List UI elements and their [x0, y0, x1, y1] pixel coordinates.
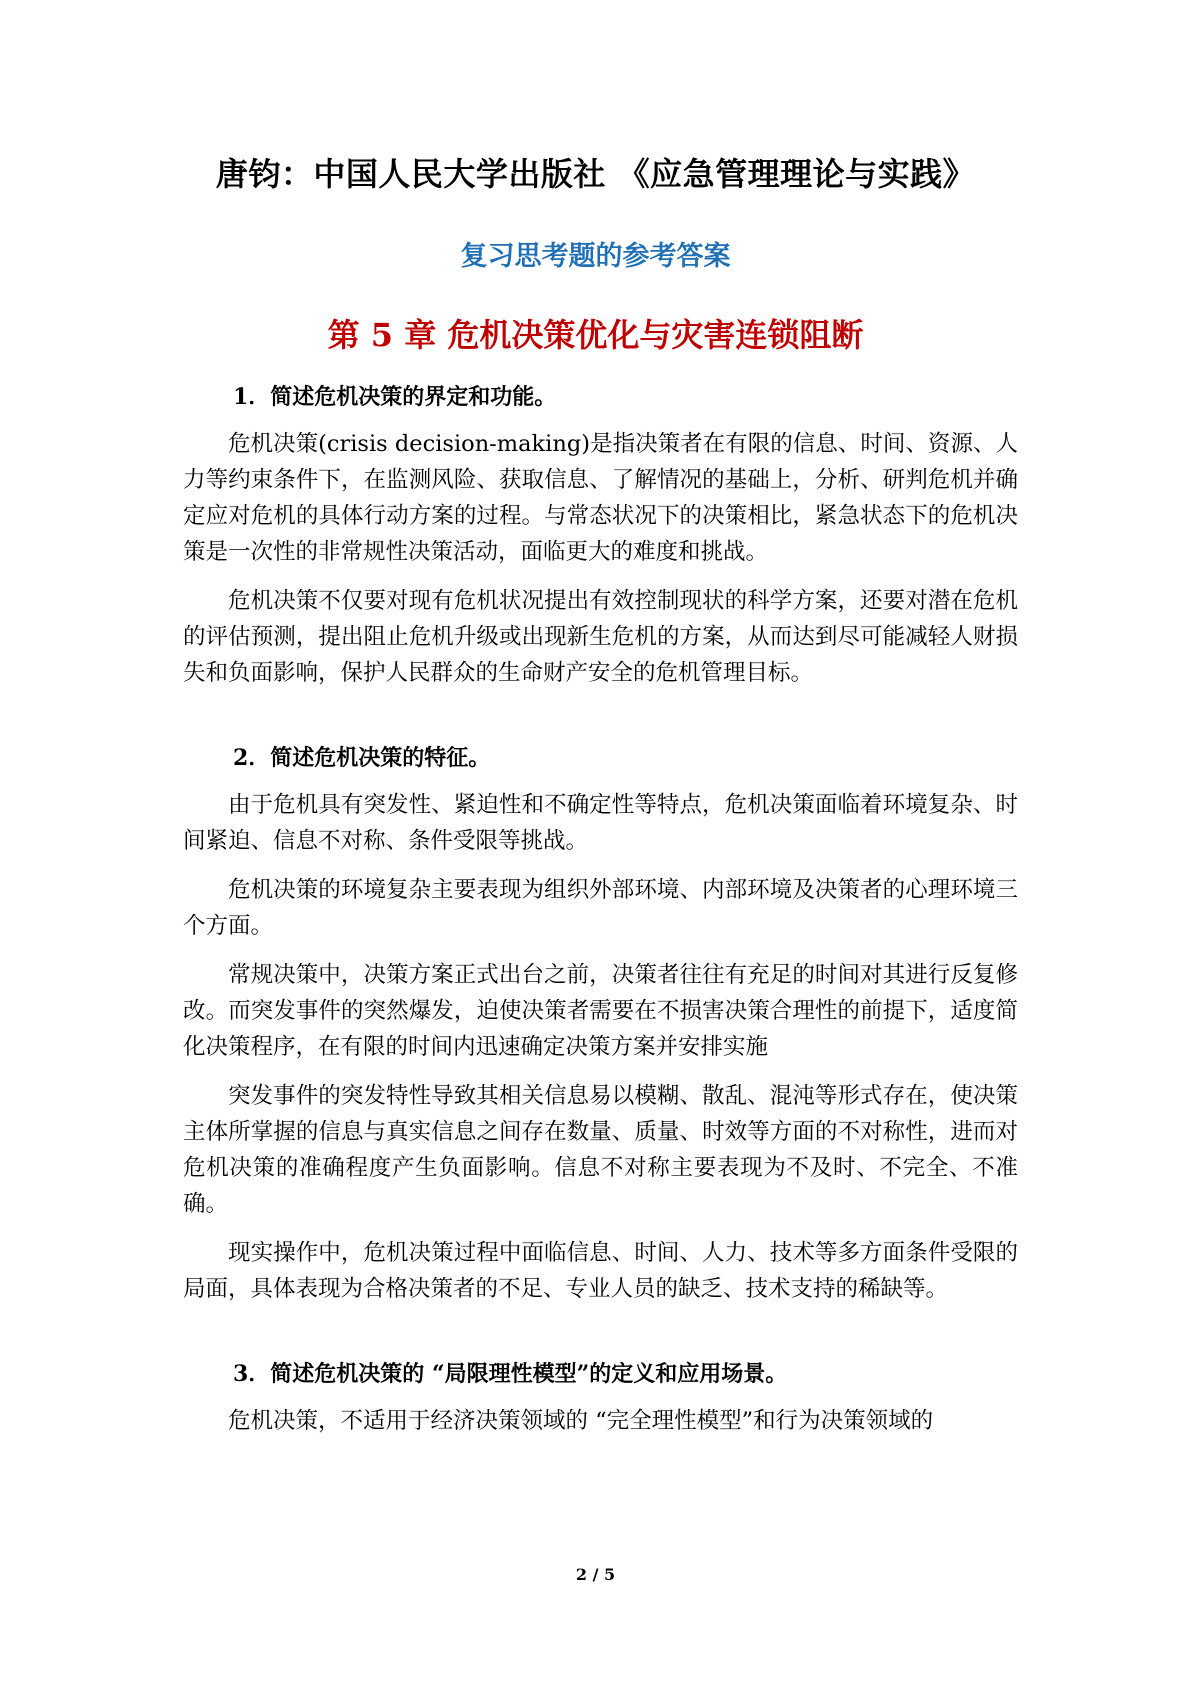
- document-body: [183, 380, 1018, 1452]
- answer-paragraph: 危机决策不仅要对现有危机状况提出有效控制现状的科学方案，还要对潜在危机的评估预测，提出阻止危机升级或出现新生危机的方案，从而达到尽可能减轻人财损失和负面影响，保护人民群众的生命财产安全的危机管理目标。: [183, 588, 1018, 686]
- answer-paragraph: 危机决策的环境复杂主要表现为组织外部环境、内部环境及决策者的心理环境三个方面。: [183, 877, 1018, 939]
- chapter-heading: 第 5 章 危机决策优化与灾害连锁阻断: [327, 316, 864, 354]
- question-section-2: [183, 741, 1018, 1307]
- question-heading: 2．简述危机决策的特征。: [233, 745, 491, 771]
- answer-paragraph: 由于危机具有突发性、紧迫性和不确定性等特点，危机决策面临着环境复杂、时间紧迫、信息不对称、条件受限等挑战。: [183, 792, 1018, 854]
- question-heading: 1．简述危机决策的界定和功能。: [233, 384, 557, 410]
- question-heading: 3．简述危机决策的 “局限理性模型”的定义和应用场景。: [233, 1361, 788, 1387]
- document-subtitle: 复习思考题的参考答案: [460, 241, 731, 272]
- question-section-3: [183, 1357, 1018, 1439]
- answer-paragraph: 现实操作中，危机决策过程中面临信息、时间、人力、技术等多方面条件受限的局面，具体表现为合格决策者的不足、专业人员的缺乏、技术支持的稀缺等。: [183, 1240, 1018, 1302]
- answer-paragraph: 危机决策，不适用于经济决策领域的 “完全理性模型”和行为决策领域的: [228, 1408, 934, 1434]
- answer-paragraph: 突发事件的突发特性导致其相关信息易以模糊、散乱、混沌等形式存在，使决策主体所掌握的信息与真实信息之间存在数量、质量、时效等方面的不对称性，进而对危机决策的准确程度产生负面影响。信息不对称主要表现为不及时、不完全、不准确。: [183, 1083, 1018, 1217]
- question-section-1: [183, 380, 1018, 691]
- document-title: 唐钧：中国人民大学出版社 《应急管理理论与实践》: [215, 155, 976, 193]
- answer-paragraph: 常规决策中，决策方案正式出台之前，决策者往往有充足的时间对其进行反复修改。而突发事件的突然爆发，迫使决策者需要在不损害决策合理性的前提下，适度简化决策程序，在有限的时间内迅速确定决策方案并安排实施: [183, 962, 1018, 1060]
- page-number: 2 / 5: [575, 1565, 616, 1584]
- answer-paragraph: 危机决策(crisis decision-making)是指决策者在有限的信息、时间、资源、人力等约束条件下，在监测风险、获取信息、了解情况的基础上，分析、研判危机并确定应对危机的具体行动方案的过程。与常态状况下的决策相比，紧急状态下的危机决策是一次性的非常规性决策活动，面临更大的难度和挑战。: [183, 431, 1018, 565]
